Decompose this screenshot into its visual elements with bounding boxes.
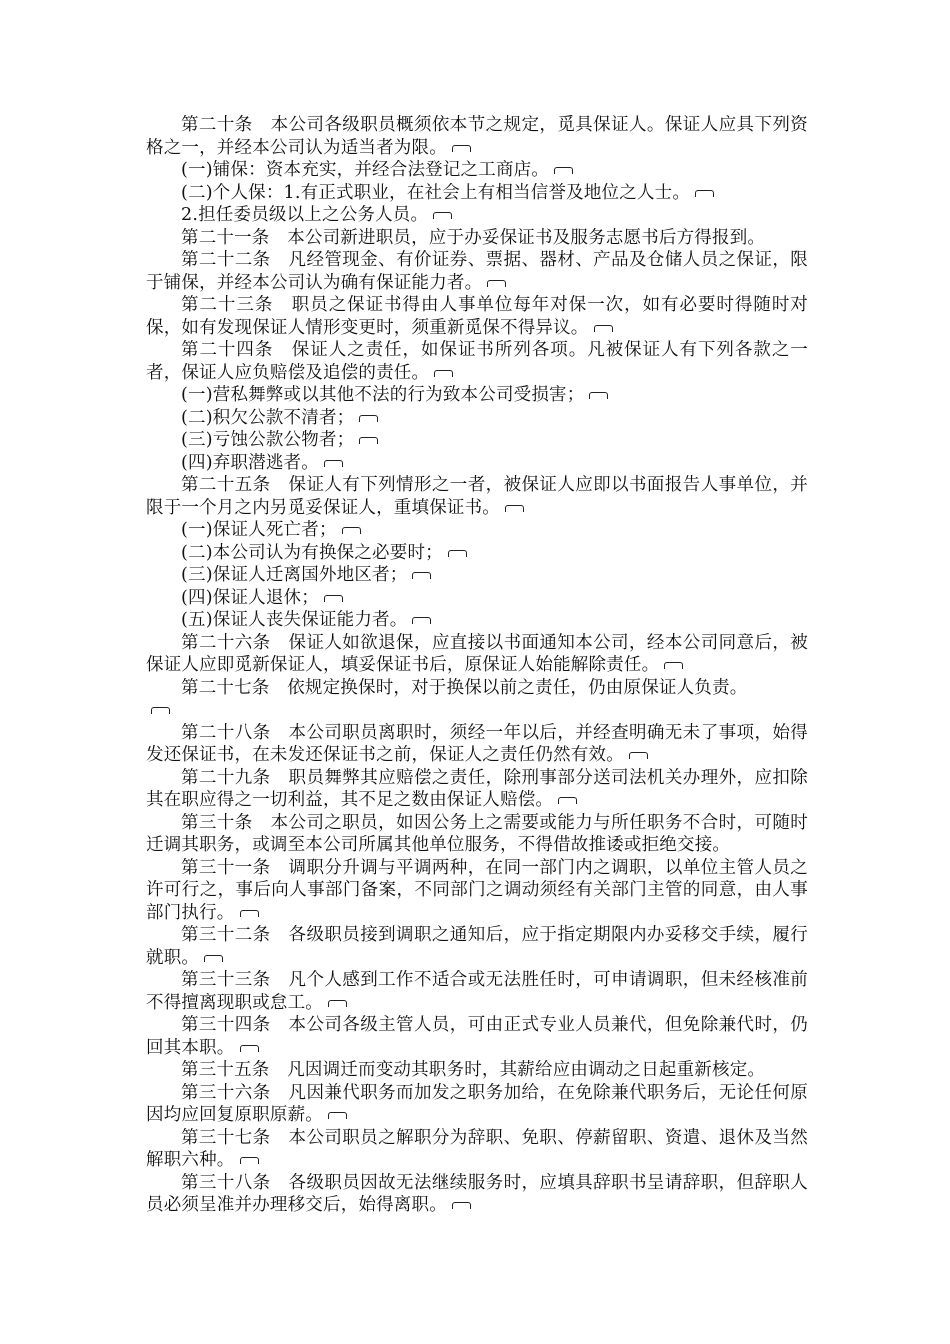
paragraph — [146, 1082, 808, 1127]
paragraph — [146, 587, 808, 610]
paragraph — [146, 542, 808, 565]
paragraph — [146, 564, 808, 587]
paragraph-text: (三)亏蚀公款公物者； — [181, 430, 355, 450]
paragraph-mark-icon — [695, 190, 714, 197]
paragraph-mark-icon — [240, 910, 259, 917]
paragraph — [146, 1172, 808, 1217]
paragraph-text: 第二十条 本公司各级职员概须依本节之规定，觅具保证人。保证人应具下列资格之一，并经本公司认为适当者为限。 — [146, 115, 808, 158]
paragraph-text: (四)保证人退休； — [181, 587, 319, 608]
paragraph-text: 第三十八条 各级职员因故无法继续服务时，应填具辞职书呈请辞职，但辞职人员必须呈准并办理移交后，始得离职。 — [146, 1172, 808, 1215]
paragraph-text: 第二十七条 依规定换保时，对于换保以前之责任，仍由原保证人负责。 — [181, 677, 748, 698]
paragraph-text: 第二十六条 保证人如欲退保，应直接以书面通知本公司，经本公司同意后，被保证人应即觅新保证人，填妥保证书后，原保证人始能解除责任。 — [146, 632, 808, 675]
paragraph-mark-icon — [328, 1000, 347, 1007]
paragraph-mark-icon — [664, 662, 683, 669]
paragraph-text: 第三十七条 本公司职员之解职分为辞职、免职、停薪留职、资遣、退休及当然解职六种。 — [146, 1127, 808, 1170]
paragraph — [146, 722, 808, 767]
paragraph — [146, 857, 808, 925]
paragraph — [146, 249, 808, 294]
paragraph — [146, 924, 808, 969]
paragraph — [146, 1059, 808, 1082]
paragraph — [146, 1014, 808, 1059]
paragraph — [146, 699, 808, 722]
paragraph-text: 第三十条 本公司之职员，如因公务上之需要或能力与所任职务不合时，可随时迁调其职务，或调至本公司所属其他单位服务，不得借故推诿或拒绝交接。 — [146, 812, 808, 855]
paragraph-mark-icon — [452, 145, 471, 152]
paragraph-text: 第二十一条 本公司新进职员，应于办妥保证书及服务志愿书后方得报到。 — [181, 227, 766, 248]
paragraph-mark-icon — [487, 280, 506, 287]
paragraph-text: (二)本公司认为有换保之必要时； — [181, 542, 443, 563]
paragraph — [146, 407, 808, 430]
paragraph-mark-icon — [328, 1112, 347, 1119]
paragraph-mark-icon — [589, 392, 608, 399]
paragraph — [146, 767, 808, 812]
paragraph — [146, 204, 808, 227]
paragraph-text: 第二十九条 职员舞弊其应赔偿之责任，除刑事部分送司法机关办理外，应扣除其在职应得之一切利益，其不足之数由保证人赔偿。 — [146, 767, 808, 810]
paragraph-mark-icon — [554, 167, 573, 174]
paragraph-text: 第二十五条 保证人有下列情形之一者，被保证人应即以书面报告人事单位，并限于一个月之内另觅妥保证人，重填保证书。 — [146, 475, 808, 518]
paragraph-text: 第二十三条 职员之保证书得由人事单位每年对保一次，如有必要时得随时对保，如有发现保证人情形变更时，须重新觅保不得异议。 — [146, 295, 808, 338]
paragraph-text: 第三十一条 调职分升调与平调两种，在同一部门内之调职，以单位主管人员之许可行之，事后向人事部门备案，不同部门之调动须经有关部门主管的同意，由人事部门执行。 — [146, 857, 808, 923]
paragraph — [146, 519, 808, 542]
paragraph-mark-icon — [558, 797, 577, 804]
paragraph-mark-icon — [359, 415, 378, 422]
paragraph-text: 第二十二条 凡经管现金、有价证券、票据、器材、产品及仓储人员之保证，限于铺保，并经本公司认为确有保证能力者。 — [146, 250, 808, 293]
paragraph-mark-icon — [629, 752, 648, 759]
document-body — [146, 114, 808, 1217]
paragraph-mark-icon — [434, 370, 453, 377]
paragraph-text: 第三十三条 凡个人感到工作不适合或无法胜任时，可申请调职，但未经核准前不得擅离现职或怠工。 — [146, 970, 808, 1013]
paragraph-text: (三)保证人迁离国外地区者； — [181, 565, 408, 585]
paragraph — [146, 182, 808, 205]
paragraph-mark-icon — [433, 212, 452, 219]
paragraph-mark-icon — [412, 572, 431, 579]
paragraph-mark-icon — [204, 955, 223, 962]
paragraph-mark-icon — [452, 1202, 471, 1209]
paragraph-text: (二)积欠公款不清者； — [181, 407, 355, 428]
paragraph — [146, 609, 808, 632]
paragraph-text: 第三十二条 各级职员接到调职之通知后，应于指定期限内办妥移交手续，履行就职。 — [146, 925, 808, 968]
paragraph-text: 第二十八条 本公司职员离职时，须经一年以后，并经查明确无未了事项，始得发还保证书，在未发还保证书之前，保证人之责任仍然有效。 — [146, 722, 808, 765]
paragraph — [146, 339, 808, 384]
paragraph — [146, 1127, 808, 1172]
paragraph — [146, 227, 808, 250]
paragraph-mark-icon — [324, 460, 343, 467]
paragraph-text: (一)保证人死亡者； — [181, 520, 337, 540]
paragraph — [146, 384, 808, 407]
paragraph-text: (一)营私舞弊或以其他不法的行为致本公司受损害； — [181, 385, 585, 405]
paragraph-mark-icon — [240, 1157, 259, 1164]
paragraph-mark-icon — [240, 1045, 259, 1052]
paragraph — [146, 294, 808, 339]
paragraph — [146, 677, 808, 700]
paragraph — [146, 114, 808, 159]
paragraph — [146, 474, 808, 519]
paragraph-text: 第三十五条 凡因调迁而变动其职务时，其薪给应由调动之日起重新核定。 — [181, 1060, 766, 1080]
paragraph-text: (四)弃职潜逃者。 — [181, 452, 319, 473]
paragraph — [146, 812, 808, 857]
paragraph — [146, 969, 808, 1014]
paragraph-mark-icon — [505, 505, 524, 512]
paragraph-text: (五)保证人丧失保证能力者。 — [181, 610, 408, 630]
paragraph-text: 第三十四条 本公司各级主管人员，可由正式专业人员兼代，但免除兼代时，仍回其本职。 — [146, 1015, 808, 1058]
paragraph-mark-icon — [412, 617, 431, 624]
paragraph-text: 第二十四条 保证人之责任，如保证书所列各项。凡被保证人有下列各款之一者，保证人应负赔偿及追偿的责任。 — [146, 340, 808, 383]
paragraph-mark-icon — [448, 550, 467, 557]
paragraph — [146, 452, 808, 475]
paragraph — [146, 632, 808, 677]
paragraph-mark-icon — [359, 437, 378, 444]
paragraph-text: (一)铺保：资本充实，并经合法登记之工商店。 — [181, 160, 550, 180]
paragraph-text: (二)个人保：1.有正式职业，在社会上有相当信誉及地位之人士。 — [181, 182, 691, 203]
paragraph-mark-icon — [151, 707, 170, 714]
paragraph-mark-icon — [594, 325, 613, 332]
paragraph — [146, 429, 808, 452]
paragraph-text: 第三十六条 凡因兼代职务而加发之职务加给，在免除兼代职务后，无论任何原因均应回复原职原薪。 — [146, 1082, 808, 1125]
paragraph-mark-icon — [342, 527, 361, 534]
paragraph-text: 2.担任委员级以上之公务人员。 — [181, 205, 429, 225]
paragraph-mark-icon — [324, 595, 343, 602]
paragraph — [146, 159, 808, 182]
